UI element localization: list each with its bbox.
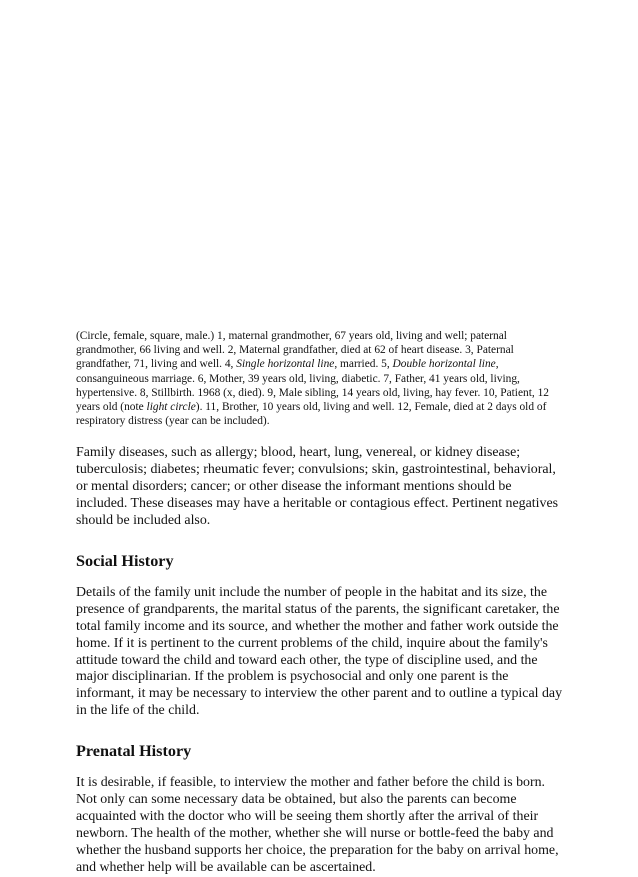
- caption-italic-light-circle: light circle: [146, 401, 196, 414]
- social-history-heading: Social History: [76, 551, 174, 570]
- family-diseases-paragraph: Family diseases, such as allergy; blood, heart, lung, venereal, or kidney disease; tuberculosis; diabetes; rheumatic fever; convulsions; skin, gastrointestinal, behavioral, or mental disorders; cancer; or other disease the informant mentions should be included. These diseases may have a heritable or contagious effect. Pertinent negatives should be included also.: [76, 445, 559, 529]
- caption-text-2: , married. 5,: [334, 358, 393, 371]
- prenatal-history-heading: Prenatal History: [76, 742, 192, 761]
- figure-caption: [76, 329, 566, 428]
- caption-text-1: (Circle, female, square, male.) 1, maternal grandmother, 67 years old, living and well; paternal grandmother, 66 living and well. 2, Maternal grandfather, died at 62 of heart disease. 3, Paternal grandfather, 71, living and well. 4,: [76, 330, 514, 371]
- caption-italic-single-line: Single horizontal line: [236, 358, 335, 371]
- prenatal-history-paragraph: It is desirable, if feasible, to interview the mother and father before the child is born. Not only can some necessary data be obtained, but also the parents can become acquainted with the doctor who will be seeing them shortly after the arrival of their newborn. The health of the mother, whether she will nurse or bottle-feed the baby and whether the husband supports her choice, the preparation for the baby on arrival home, and whether help will be available can be ascertained.: [76, 775, 559, 875]
- caption-text-3: , consanguineous marriage. 6, Mother, 39 years old, living, diabetic. 7, Father, 41 years old, living, hypertensive. 8, Stillbirth. 1968 (x, died). 9, Male sibling, 14 years old, living, hay fever. 10, Patient, 12 years old (note: [76, 358, 549, 414]
- caption-text-4: ). 11, Brother, 10 years old, living and well. 12, Female, died at 2 days old of respiratory distress (year can be included).: [76, 401, 547, 428]
- document-body: [76, 329, 566, 877]
- social-history-paragraph: Details of the family unit include the number of people in the habitat and its size, the presence of grandparents, the marital status of the parents, the significant caretaker, the total family income and its source, and whether the mother and father work outside the home. If it is pertinent to the current problems of the child, inquire about the family's attitude toward the child and toward each other, the type of discipline used, and the major disciplinarian. If the problem is psychosocial and only one parent is the informant, it may be necessary to interview the other parent and to outline a typical day in the life of the child.: [76, 584, 563, 719]
- caption-italic-double-line: Double horizontal line: [392, 358, 496, 371]
